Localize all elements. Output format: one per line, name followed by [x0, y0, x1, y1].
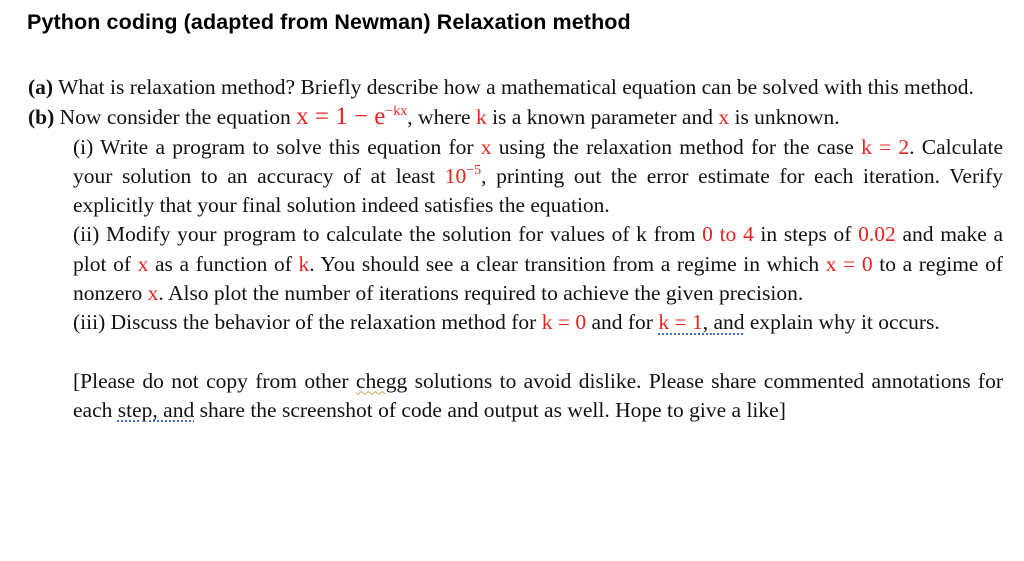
var-k: k — [475, 105, 487, 130]
var-x: x — [137, 251, 149, 276]
var-k: k — [298, 251, 310, 276]
spacer — [28, 338, 1003, 367]
item-ii-text: and make a plot of — [73, 222, 1003, 276]
k-one: k = 1 — [658, 310, 703, 335]
equation-base: x = 1 − e — [296, 103, 386, 131]
item-iii-text: (iii) Discuss the behavior of the relaxation method for — [73, 310, 542, 335]
x-zero: x = 0 — [825, 251, 873, 276]
accuracy-base: 10 — [444, 163, 467, 188]
note-text: solutions to avoid dislike. Please share commented annotations for each — [73, 368, 1003, 422]
part-a — [28, 73, 1003, 102]
item-iii-text: and for — [586, 310, 659, 335]
k-range: 0 to 4 — [702, 222, 754, 247]
equation — [296, 103, 407, 130]
item-i-text: (i) Write a program to solve this equation for — [73, 134, 481, 159]
item-i-text: using the relaxation method for the case — [491, 134, 862, 159]
item-iii-text: , — [702, 310, 714, 335]
k-value: k = 2 — [861, 134, 910, 159]
part-a-text: What is relaxation method? Briefly describe how a mathematical equation can be solved with this method. — [53, 75, 974, 99]
part-b-label: (b) — [28, 105, 55, 130]
item-i-text: . Calculate your solution to an accuracy of at least — [73, 134, 1003, 188]
part-b-intro: Now consider the equation — [54, 105, 297, 130]
item-i-text: , printing out the error estimate for each iteration. Verify explicitly that your final solution indeed satisfies the equation. — [73, 163, 1003, 218]
var-x: x — [718, 105, 730, 130]
k-step: 0.02 — [858, 222, 896, 247]
item-ii-text: in steps of — [753, 222, 859, 247]
item-iii-text: explain why it occurs. — [744, 310, 940, 335]
page-title: Python coding (adapted from Newman) Relaxation method — [27, 10, 631, 34]
request-note — [28, 367, 1003, 426]
item-ii — [28, 220, 1003, 308]
part-b-text: , where — [407, 105, 476, 130]
accuracy-exponent: −5 — [466, 162, 482, 178]
item-ii-text: to a regime of nonzero — [73, 251, 1003, 306]
note-text: [Please do not copy from other — [73, 368, 356, 393]
item-ii-text: . Also plot the number of iterations required to achieve the given precision. — [158, 281, 804, 306]
grammar-flag-step-and: step, and — [117, 397, 195, 422]
item-iii — [28, 308, 1003, 337]
item-ii-text: as a function of — [148, 251, 299, 276]
note-text: share the screenshot of code and output as well. Hope to give a like] — [194, 397, 786, 422]
var-x: x — [147, 281, 159, 306]
grammar-flag-and: and — [713, 310, 745, 335]
part-b-text: is unknown. — [729, 105, 840, 130]
part-b-text: is a known parameter and — [486, 105, 719, 130]
item-ii-text: (ii) Modify your program to calculate the solution for values of k from — [73, 222, 703, 247]
part-a-label: (a) — [28, 75, 54, 99]
equation-exponent: −kx — [385, 104, 408, 120]
item-ii-text: . You should see a clear transition from a regime in which — [309, 251, 826, 276]
spellcheck-chegg: chegg — [355, 368, 408, 393]
accuracy — [445, 164, 481, 188]
var-x: x — [480, 134, 492, 159]
item-i — [28, 133, 1003, 221]
k-zero: k = 0 — [541, 310, 587, 335]
part-b — [28, 102, 1003, 132]
question-body — [28, 73, 1003, 425]
